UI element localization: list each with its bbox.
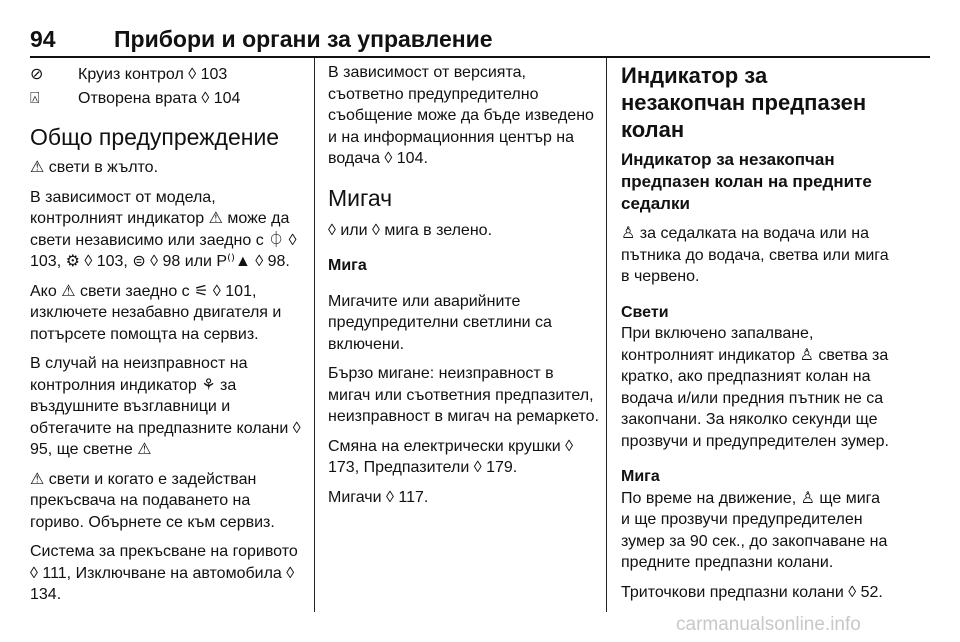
flashing-heading: Мига: [328, 257, 367, 274]
column-divider-2: [606, 58, 607, 612]
general-warning-p2: В зависимост от модела, контролният индикатор ⚠ може да свети независимо или заедно с ⏀ ◊ 103, ⚙ ◊ 103, ⊜ ◊ 98 или P⁽⁾▲ ◊ 98.: [30, 188, 297, 270]
page-header: [30, 26, 930, 56]
column-1: [30, 62, 302, 614]
turn-signal-p4: Смяна на електрически крушки ◊ 173, Предпазители ◊ 179.: [328, 437, 573, 476]
version-message-p: В зависимост от версията, съответно предупредително съобщение може да бъде изведено и на информационния център на водача ◊ 104.: [328, 64, 594, 167]
general-warning-p4: В случай на неизправност на контролния индикатор ⚘ за въздушните възглавници и обтегачите на предпазните колани ◊ 95, ще светне ⚠: [30, 355, 301, 458]
general-warning-heading: Общо предупреждение: [30, 124, 280, 150]
seatbelt-p4: Триточкови предпазни колани ◊ 52.: [621, 583, 883, 601]
turn-signal-p2: Мигачите или аварийните предупредителни светлини са включени.: [328, 292, 552, 353]
header-rule: [30, 56, 930, 58]
cruise-control-icon: ⊘: [30, 66, 44, 83]
page-title: Прибори и органи за управление: [114, 26, 493, 52]
door-open-row: [30, 88, 302, 110]
lit-heading: Свети: [621, 303, 669, 321]
general-warning-p3: Ако ⚠ свети заедно с ⚟ ◊ 101, изключете незабавно двигателя и потърсете помощта на сервиз.: [30, 282, 282, 343]
seatbelt-front-subheading: Индикатор за незакопчан предпазен колан на предните седалки: [621, 150, 872, 213]
column-2: [328, 62, 600, 516]
watermark: carmanualsonline.info: [676, 614, 861, 635]
flashing-heading-seatbelt: Мига: [621, 468, 660, 485]
cruise-control-text: Круиз контрол ◊ 103: [78, 66, 228, 83]
cruise-control-row: [30, 64, 302, 86]
seatbelt-heading: Индикатор за незакопчан предпазен колан: [621, 63, 867, 142]
general-warning-p6: Система за прекъсване на горивото ◊ 111, Изключване на автомобила ◊ 134.: [30, 543, 298, 603]
column-3: [621, 62, 893, 611]
door-open-icon: ⍓: [30, 89, 40, 107]
turn-signal-heading: Мигач: [328, 184, 393, 211]
column-divider-1: [314, 58, 315, 612]
turn-signal-line: ◊ или ◊ мига в зелено.: [328, 221, 493, 239]
general-warning-p5: ⚠ свети и когато е задействан прекъсвача на подаването на гориво. Обърнете се към сервиз.: [30, 470, 275, 531]
door-open-text: Отворена врата ◊ 104: [78, 89, 241, 107]
seatbelt-p2: При включено запалване, контролният индикатор ♙ светва за кратко, ако предпазният колан на водача и/или предния пътник не са закопчани. За няколко секунди ще прозвучи и предупредителен зумер.: [621, 325, 889, 450]
general-warning-p1: ⚠ свети в жълто.: [30, 159, 159, 176]
turn-signal-p5: Мигачи ◊ 117.: [328, 488, 429, 506]
seatbelt-p3: По време на движение, ♙ ще мига и ще прозвучи предупредителен зумер за 90 сек., до закопчаване на предните предпазни колани.: [621, 489, 888, 571]
seatbelt-p1: ♙ за седалката на водача или на пътника до водача, светва или мига в червено.: [621, 225, 889, 285]
page-number: 94: [30, 26, 56, 52]
turn-signal-p3: Бързо мигане: неизправност в мигач или съответния предпазител, неизправност в мигач на ремаркето.: [328, 365, 599, 425]
